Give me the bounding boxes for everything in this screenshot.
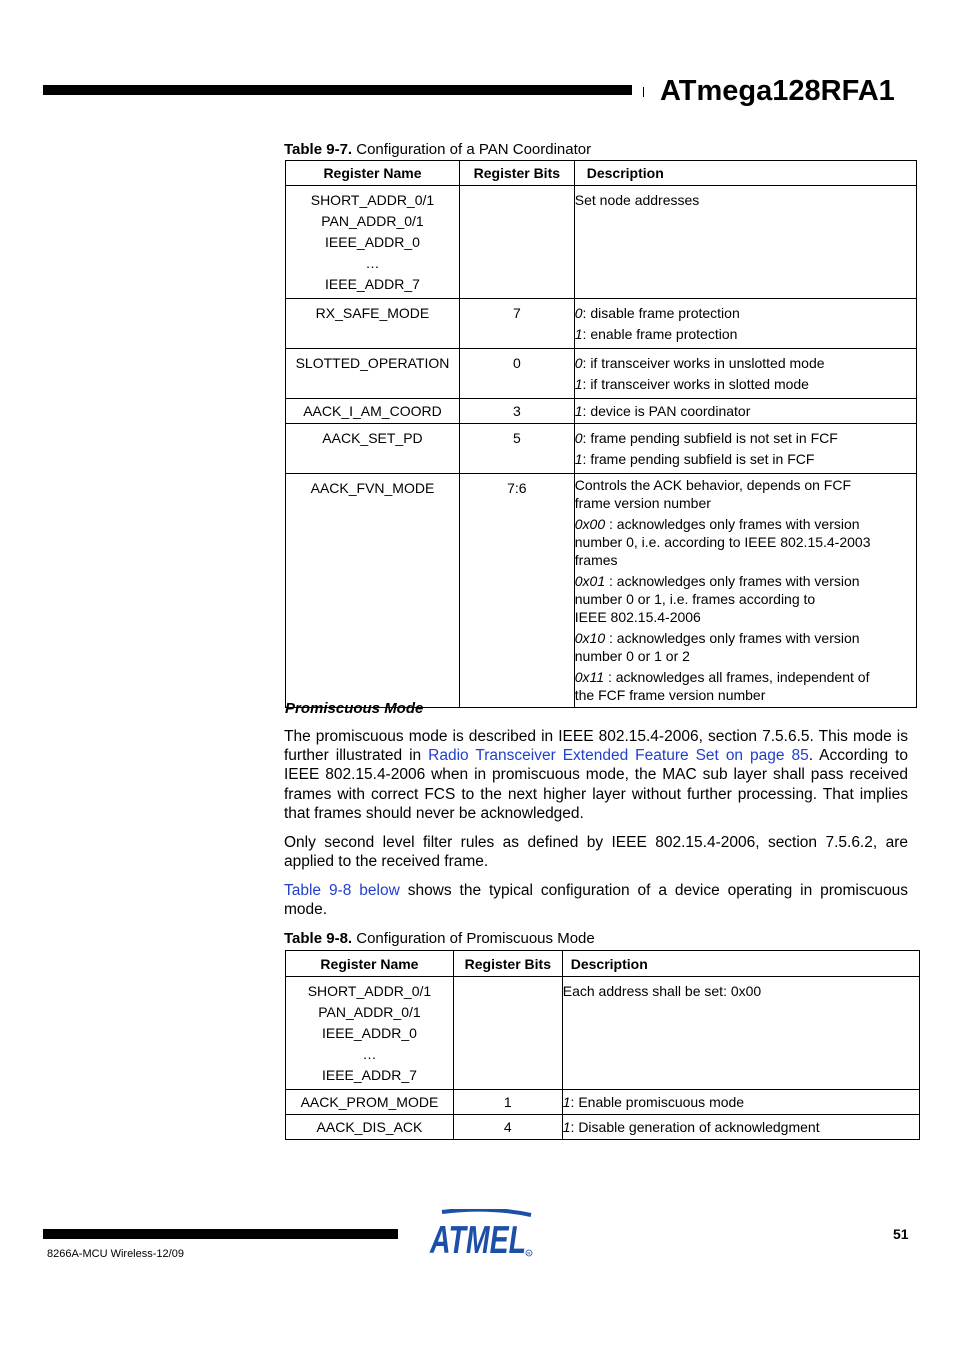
value-key: 0x11 xyxy=(574,669,605,685)
description-line: the FCF frame version number xyxy=(574,687,766,703)
value-text: : disable frame protection xyxy=(582,305,740,321)
register-name: AACK_PROM_MODE xyxy=(300,1094,439,1110)
value-text: : Disable generation of acknowledgment xyxy=(570,1119,820,1135)
description-line: number 0 or 1 or 2 xyxy=(574,648,690,664)
table-row xyxy=(286,186,917,299)
table-row xyxy=(286,1090,920,1115)
description-line: Controls the ACK behavior, depends on FCF xyxy=(574,477,852,493)
description-paragraph xyxy=(575,572,916,626)
register-bits: 0 xyxy=(512,355,521,371)
cross-reference-link[interactable]: Radio Transceiver Extended Feature Set on page 85 xyxy=(428,747,809,765)
register-bits: 3 xyxy=(512,403,521,419)
register-name-ellipsis: … xyxy=(362,1046,377,1062)
description-text: Set node addresses xyxy=(574,192,700,208)
register-name: IEEE_ADDR_7 xyxy=(321,1067,417,1083)
register-name: AACK_I_AM_COORD xyxy=(303,403,442,419)
register-bits: 4 xyxy=(503,1119,512,1135)
caption-label: Table 9-7. xyxy=(284,141,353,158)
atmel-logo-graphic xyxy=(428,1209,534,1259)
column-header-register-name: Register Name xyxy=(286,161,460,186)
description-paragraph xyxy=(575,476,916,512)
description-line xyxy=(575,374,916,395)
table-header-row xyxy=(286,951,920,977)
description-cell xyxy=(562,1115,919,1140)
value-key: 1 xyxy=(574,451,583,467)
description-line xyxy=(575,353,916,374)
description-line: : acknowledges only frames with version xyxy=(605,630,860,646)
description-line xyxy=(563,1092,919,1113)
description-cell xyxy=(574,474,916,708)
description-cell xyxy=(562,977,919,1090)
register-bits-cell xyxy=(453,1090,562,1115)
description-text: Each address shall be set: 0x00 xyxy=(562,983,762,999)
register-name: SHORT_ADDR_0/1 xyxy=(310,192,435,208)
register-bits-cell xyxy=(459,299,574,349)
description-line: IEEE 802.15.4-2006 xyxy=(574,609,701,625)
table-row xyxy=(286,977,920,1090)
description-line xyxy=(563,1117,919,1138)
register-name: RX_SAFE_MODE xyxy=(315,305,430,321)
register-name: PAN_ADDR_0/1 xyxy=(318,1004,421,1020)
register-bits-cell xyxy=(453,977,562,1090)
description-cell xyxy=(574,399,916,424)
register-name: AACK_SET_PD xyxy=(322,430,423,446)
register-name-cell xyxy=(286,424,460,474)
document-title: ATmega128RFA1 xyxy=(660,75,895,107)
value-key: 0x00 xyxy=(574,516,606,532)
register-name: SHORT_ADDR_0/1 xyxy=(307,983,432,999)
description-paragraph xyxy=(575,668,916,704)
table-reference-link[interactable]: Table 9-8 below xyxy=(284,882,400,899)
value-text: : frame pending subfield is set in FCF xyxy=(582,451,815,467)
description-paragraph xyxy=(575,629,916,665)
register-name: AACK_DIS_ACK xyxy=(316,1119,423,1135)
register-name-cell xyxy=(286,1090,454,1115)
register-name-cell xyxy=(286,299,460,349)
value-key: 0x10 xyxy=(574,630,606,646)
description-line: frames xyxy=(574,552,618,568)
paragraph-text: The promiscuous mode is described in IEEE 802.15.4-2006, section 7.5.6.5. This mode is further illustrated in xyxy=(284,728,908,765)
description-line xyxy=(575,428,916,449)
page-number: 51 xyxy=(893,1226,909,1242)
register-name-cell xyxy=(286,977,454,1090)
paragraph-table-reference xyxy=(284,881,908,919)
register-bits: 5 xyxy=(512,430,521,446)
table-header-row xyxy=(286,161,917,186)
register-name-cell xyxy=(286,349,460,399)
paragraph-filter-rules: Only second level filter rules as defined by IEEE 802.15.4-2006, section 7.5.6.2, are applied to the received frame. xyxy=(284,834,908,871)
register-name: IEEE_ADDR_0 xyxy=(325,234,420,250)
register-name-cell xyxy=(286,186,460,299)
paragraph-text: . According to IEEE 802.15.4-2006 when in promiscuous mode, the MAC sub layer shall pass received frames with correct FCS to the next higher layer without further processing. That implies that frames should never be acknowledged. xyxy=(284,747,908,822)
value-text: : Enable promiscuous mode xyxy=(570,1094,745,1110)
table-row xyxy=(286,399,917,424)
value-text: : if transceiver works in slotted mode xyxy=(582,376,809,392)
register-name-ellipsis: … xyxy=(365,255,380,271)
register-bits: 1 xyxy=(503,1094,512,1110)
description-line xyxy=(575,324,916,345)
caption-text: Configuration of Promiscuous Mode xyxy=(352,930,595,947)
column-header-register-name: Register Name xyxy=(286,951,454,977)
value-key: 1 xyxy=(574,326,583,342)
table-row xyxy=(286,424,917,474)
table-row xyxy=(286,1115,920,1140)
description-line xyxy=(575,401,916,422)
register-bits: 7:6 xyxy=(507,480,527,496)
register-bits: 7 xyxy=(512,305,521,321)
column-header-register-bits: Register Bits xyxy=(453,951,562,977)
header-divider xyxy=(643,87,644,97)
register-name: IEEE_ADDR_0 xyxy=(321,1025,417,1041)
description-line xyxy=(575,449,916,470)
description-line: number 0 or 1, i.e. frames according to xyxy=(574,591,816,607)
caption-text: Configuration of a PAN Coordinator xyxy=(352,141,592,158)
table-row xyxy=(286,349,917,399)
value-key: 1 xyxy=(574,403,583,419)
register-bits-cell xyxy=(459,474,574,708)
value-text: : enable frame protection xyxy=(582,326,738,342)
description-line xyxy=(575,303,916,324)
value-key: 1 xyxy=(562,1094,571,1110)
table-promiscuous-mode xyxy=(285,950,920,1140)
table-row xyxy=(286,299,917,349)
value-text: : if transceiver works in unslotted mode xyxy=(582,355,825,371)
register-name-cell xyxy=(286,474,460,708)
footer-rule xyxy=(43,1229,398,1239)
value-text: : frame pending subfield is not set in FCF xyxy=(582,430,838,446)
register-bits-cell xyxy=(459,399,574,424)
table-row xyxy=(286,474,917,708)
paragraph-text: shows the typical configuration of a device operating in promiscuous mode. xyxy=(284,882,908,919)
register-bits-cell xyxy=(453,1115,562,1140)
register-name: IEEE_ADDR_7 xyxy=(325,276,420,292)
register-bits-cell xyxy=(459,349,574,399)
table-9-7-caption xyxy=(284,141,591,159)
description-cell xyxy=(574,186,916,299)
description-line: : acknowledges all frames, independent of xyxy=(604,669,870,685)
table-pan-coordinator xyxy=(285,160,917,708)
description-line: : acknowledges only frames with version xyxy=(605,573,860,589)
description-line: frame version number xyxy=(574,495,711,511)
register-name: SLOTTED_OPERATION xyxy=(295,355,450,371)
column-header-description: Description xyxy=(574,161,916,186)
description-cell xyxy=(574,299,916,349)
section-heading: Promiscuous Mode xyxy=(285,700,424,717)
column-header-register-bits: Register Bits xyxy=(459,161,574,186)
svg-text:R: R xyxy=(527,1250,531,1256)
register-name-cell xyxy=(286,399,460,424)
register-bits-cell xyxy=(459,186,574,299)
table-9-8-caption xyxy=(284,930,595,948)
description-line: : acknowledges only frames with version xyxy=(605,516,860,532)
register-name: AACK_FVN_MODE xyxy=(310,480,435,496)
document-code: 8266A-MCU Wireless-12/09 xyxy=(47,1248,184,1260)
caption-label: Table 9-8. xyxy=(284,930,353,947)
header-rule xyxy=(43,85,632,95)
value-key: 1 xyxy=(574,376,583,392)
description-cell xyxy=(574,424,916,474)
value-key: 1 xyxy=(562,1119,571,1135)
value-key: 0 xyxy=(574,430,583,446)
column-header-description: Description xyxy=(562,951,919,977)
logo-wordmark: ATMEL xyxy=(429,1219,526,1259)
paragraph-promiscuous-intro xyxy=(284,727,908,823)
register-bits-cell xyxy=(459,424,574,474)
value-key: 0 xyxy=(574,305,583,321)
value-key: 0x01 xyxy=(574,573,606,589)
register-name-cell xyxy=(286,1115,454,1140)
description-line: number 0, i.e. according to IEEE 802.15.4-2003 xyxy=(574,534,871,550)
value-text: : device is PAN coordinator xyxy=(582,403,751,419)
description-paragraph xyxy=(575,515,916,569)
description-cell xyxy=(562,1090,919,1115)
atmel-logo-icon xyxy=(428,1209,534,1259)
description-cell xyxy=(574,349,916,399)
register-name: PAN_ADDR_0/1 xyxy=(321,213,424,229)
value-key: 0 xyxy=(574,355,583,371)
